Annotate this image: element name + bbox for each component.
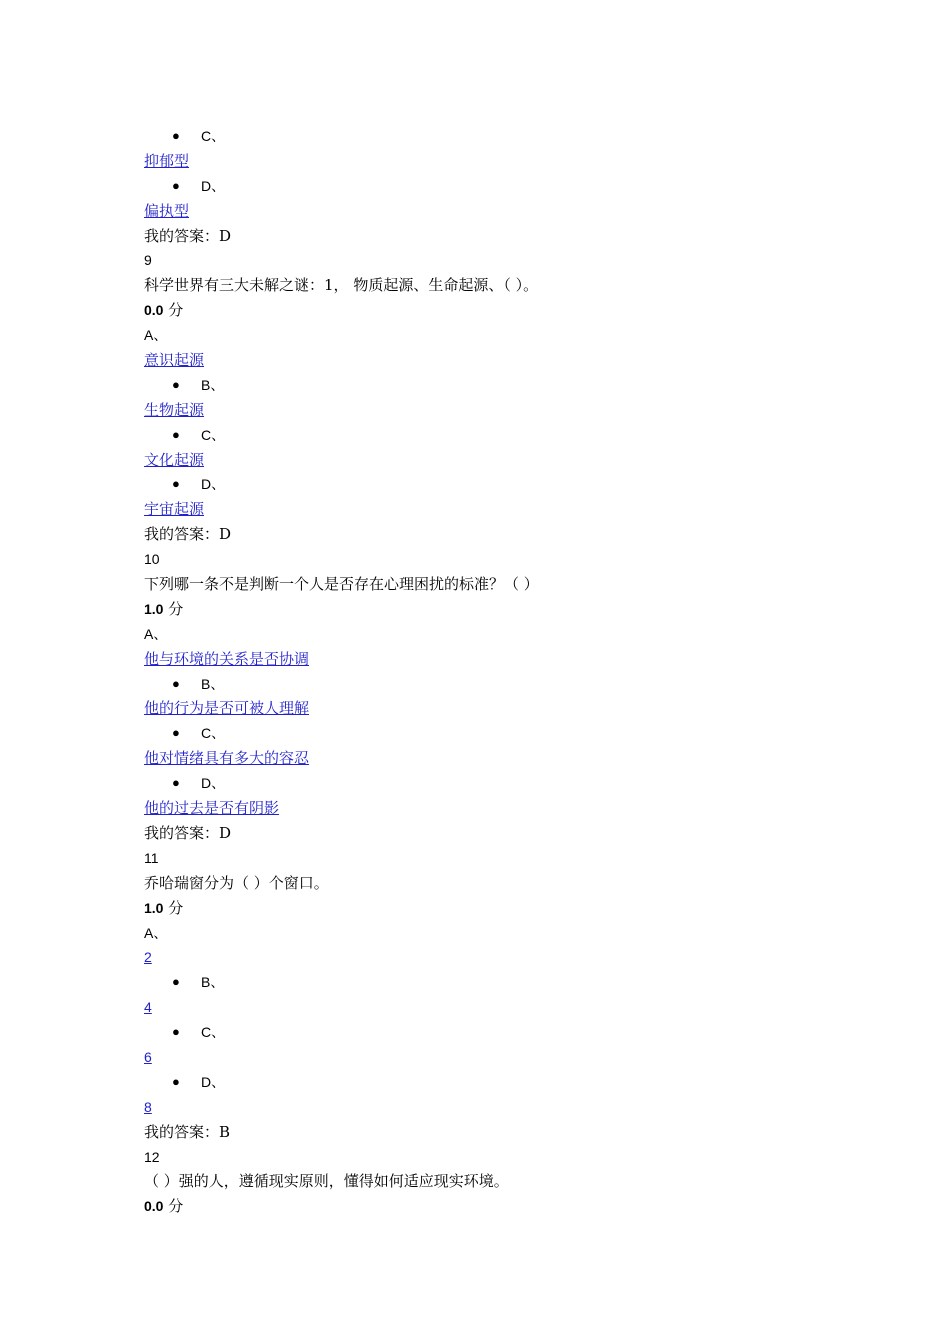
option-label-b: ● B、 — [144, 373, 844, 398]
question-number: 12 — [144, 1148, 160, 1165]
my-answer: 我的答案：D — [144, 226, 232, 245]
option-label-d: ● D、 — [144, 472, 844, 497]
bullet-icon: ● — [172, 476, 180, 492]
bullet-icon: ● — [172, 128, 180, 143]
option-label-c: ● C、 — [144, 423, 844, 448]
option-label-a: A、 — [144, 327, 168, 344]
option-link-d[interactable]: 偏执型 — [144, 201, 190, 220]
option-link-c[interactable]: 6 — [144, 1048, 152, 1065]
option-link-a[interactable]: 2 — [144, 949, 152, 966]
bullet-icon: ● — [172, 376, 180, 392]
bullet-icon: ● — [172, 1073, 180, 1089]
option-label-d: ● D、 — [144, 771, 844, 796]
option-link-b[interactable]: 4 — [144, 999, 152, 1016]
bullet-icon: ● — [172, 675, 180, 691]
my-answer: 我的答案：B — [144, 1122, 231, 1141]
option-link-a[interactable]: 他与环境的关系是否协调 — [144, 649, 310, 668]
option-link-b[interactable]: 他的行为是否可被人理解 — [144, 699, 310, 718]
option-link-c[interactable]: 文化起源 — [144, 450, 205, 469]
bullet-icon: ● — [172, 177, 180, 193]
bullet-icon: ● — [172, 974, 180, 990]
question-score: 0.0 分 — [144, 1197, 184, 1216]
option-link-d[interactable]: 他的过去是否有阴影 — [144, 799, 280, 818]
option-link-d[interactable]: 8 — [144, 1098, 152, 1115]
question-text: 科学世界有三大未解之谜：1， 物质起源、生命起源、（ ）。 — [144, 276, 539, 295]
option-label-b: ● B、 — [144, 672, 844, 697]
question-score: 1.0 分 — [144, 599, 184, 618]
question-text: 下列哪一条不是判断一个人是否存在心理困扰的标准？（ ） — [144, 575, 539, 594]
option-link-c[interactable]: 抑郁型 — [144, 151, 190, 170]
question-text: 乔哈瑞窗分为（ ）个窗口。 — [144, 873, 329, 892]
question-number: 11 — [144, 849, 159, 866]
document-page — [144, 124, 844, 1219]
question-score: 0.0 分 — [144, 301, 184, 320]
option-label-d: ● D、 — [144, 174, 844, 199]
option-label-b: ● B、 — [144, 970, 844, 995]
option-link-a[interactable]: 意识起源 — [144, 351, 205, 370]
question-text: （ ）强的人，遵循现实原则，懂得如何适应现实环境。 — [144, 1172, 509, 1191]
question-score: 1.0 分 — [144, 898, 184, 917]
bullet-icon: ● — [172, 1024, 180, 1040]
bullet-icon: ● — [172, 725, 180, 741]
option-label-c: ● C、 — [144, 1020, 844, 1045]
option-label-a: A、 — [144, 625, 168, 642]
option-link-c[interactable]: 他对情绪具有多大的容忍 — [144, 749, 310, 768]
option-link-b[interactable]: 生物起源 — [144, 400, 205, 419]
option-label-c: ● C、 — [144, 124, 844, 149]
bullet-icon: ● — [172, 775, 180, 791]
my-answer: 我的答案：D — [144, 823, 232, 842]
bullet-icon: ● — [172, 426, 180, 442]
option-label-a: A、 — [144, 924, 168, 941]
option-label-c: ● C、 — [144, 721, 844, 746]
question-number: 9 — [144, 252, 152, 269]
question-number: 10 — [144, 551, 160, 568]
my-answer: 我的答案：D — [144, 525, 232, 544]
option-label-d: ● D、 — [144, 1070, 844, 1095]
option-link-d[interactable]: 宇宙起源 — [144, 500, 205, 519]
